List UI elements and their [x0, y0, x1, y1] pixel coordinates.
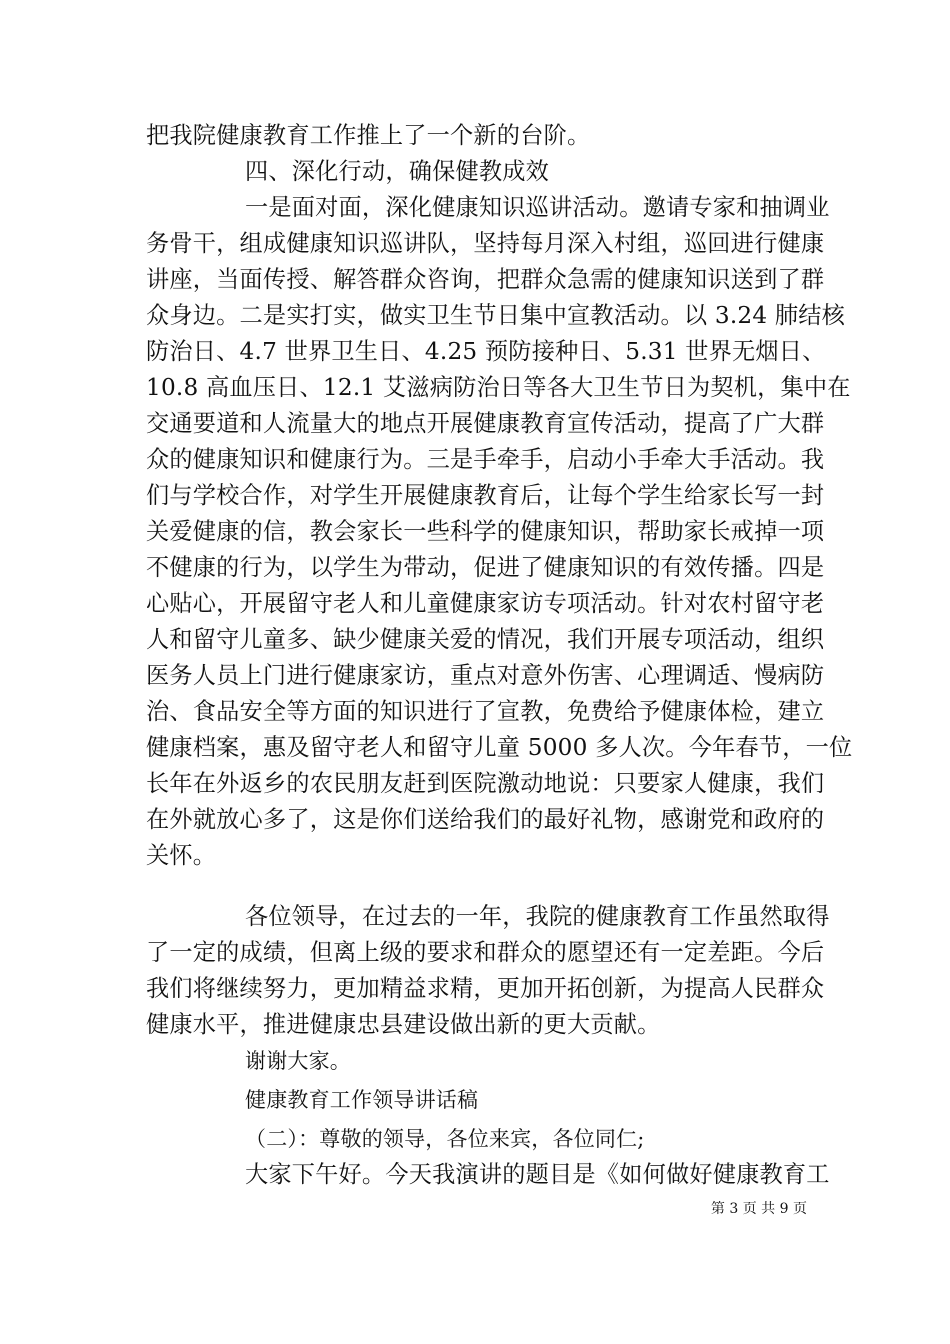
text-line: 把我院健康教育工作推上了一个新的台阶。 [146, 122, 591, 149]
text-line: 健康水平，推进健康忠县建设做出新的更大贡献。 [146, 1011, 661, 1038]
text-line: 10.8 高血压日、12.1 艾滋病防治日等各大卫生节日为契机，集中在 [146, 374, 851, 401]
text-line: 人和留守儿童多、缺少健康关爱的情况，我们开展专项活动，组织 [146, 626, 825, 653]
text-line: 长年在外返乡的农民朋友赶到医院激动地说：只要家人健康，我们 [146, 770, 825, 797]
text-line: 不健康的行为，以学生为带动，促进了健康知识的有效传播。四是 [146, 554, 825, 581]
text-line: 在外就放心多了，这是你们送给我们的最好礼物，感谢党和政府的 [146, 806, 825, 833]
document-title: 健康教育工作领导讲话稿 [245, 1088, 479, 1112]
page-number: 第 3 页 共 9 页 [710, 1201, 807, 1217]
text-line: 众的健康知识和健康行为。三是手牵手，启动小手牵大手活动。我 [146, 446, 825, 473]
text-line: 关爱健康的信，教会家长一些科学的健康知识，帮助家长戒掉一项 [146, 518, 825, 545]
text-line: 一是面对面，深化健康知识巡讲活动。邀请专家和抽调业 [245, 194, 830, 221]
text-line: 讲座，当面传授、解答群众咨询，把群众急需的健康知识送到了群 [146, 266, 825, 293]
text-line: 了一定的成绩，但离上级的要求和群众的愿望还有一定差距。今后 [146, 939, 825, 966]
text-line: 心贴心，开展留守老人和儿童健康家访专项活动。针对农村留守老 [146, 590, 825, 617]
text-line: 健康档案，惠及留守老人和留守儿童 5000 多人次。今年春节，一位 [146, 734, 853, 761]
text-line: 关怀。 [146, 842, 217, 869]
text-line: （二）：尊敬的领导，各位来宾，各位同仁; [245, 1127, 645, 1151]
text-line: 众身边。二是实打实，做实卫生节日集中宣教活动。以 3.24 肺结核 [146, 302, 846, 329]
text-line: 谢谢大家。 [245, 1049, 351, 1073]
section-heading: 四、深化行动，确保健教成效 [245, 158, 550, 185]
text-line: 各位领导，在过去的一年，我院的健康教育工作虽然取得 [245, 903, 830, 930]
text-line: 们与学校合作，对学生开展健康教育后，让每个学生给家长写一封 [146, 482, 825, 509]
text-line: 我们将继续努力，更加精益求精，更加开拓创新，为提高人民群众 [146, 975, 825, 1002]
text-line: 大家下午好。今天我演讲的题目是《如何做好健康教育工 [245, 1161, 830, 1188]
text-line: 防治日、4.7 世界卫生日、4.25 预防接种日、5.31 世界无烟日、 [146, 338, 826, 365]
text-line: 医务人员上门进行健康家访，重点对意外伤害、心理调适、慢病防 [146, 662, 825, 689]
text-line: 交通要道和人流量大的地点开展健康教育宣传活动，提高了广大群 [146, 410, 825, 437]
text-line: 务骨干，组成健康知识巡讲队，坚持每月深入村组，巡回进行健康 [146, 230, 825, 257]
text-line: 治、食品安全等方面的知识进行了宣教，免费给予健康体检，建立 [146, 698, 825, 725]
